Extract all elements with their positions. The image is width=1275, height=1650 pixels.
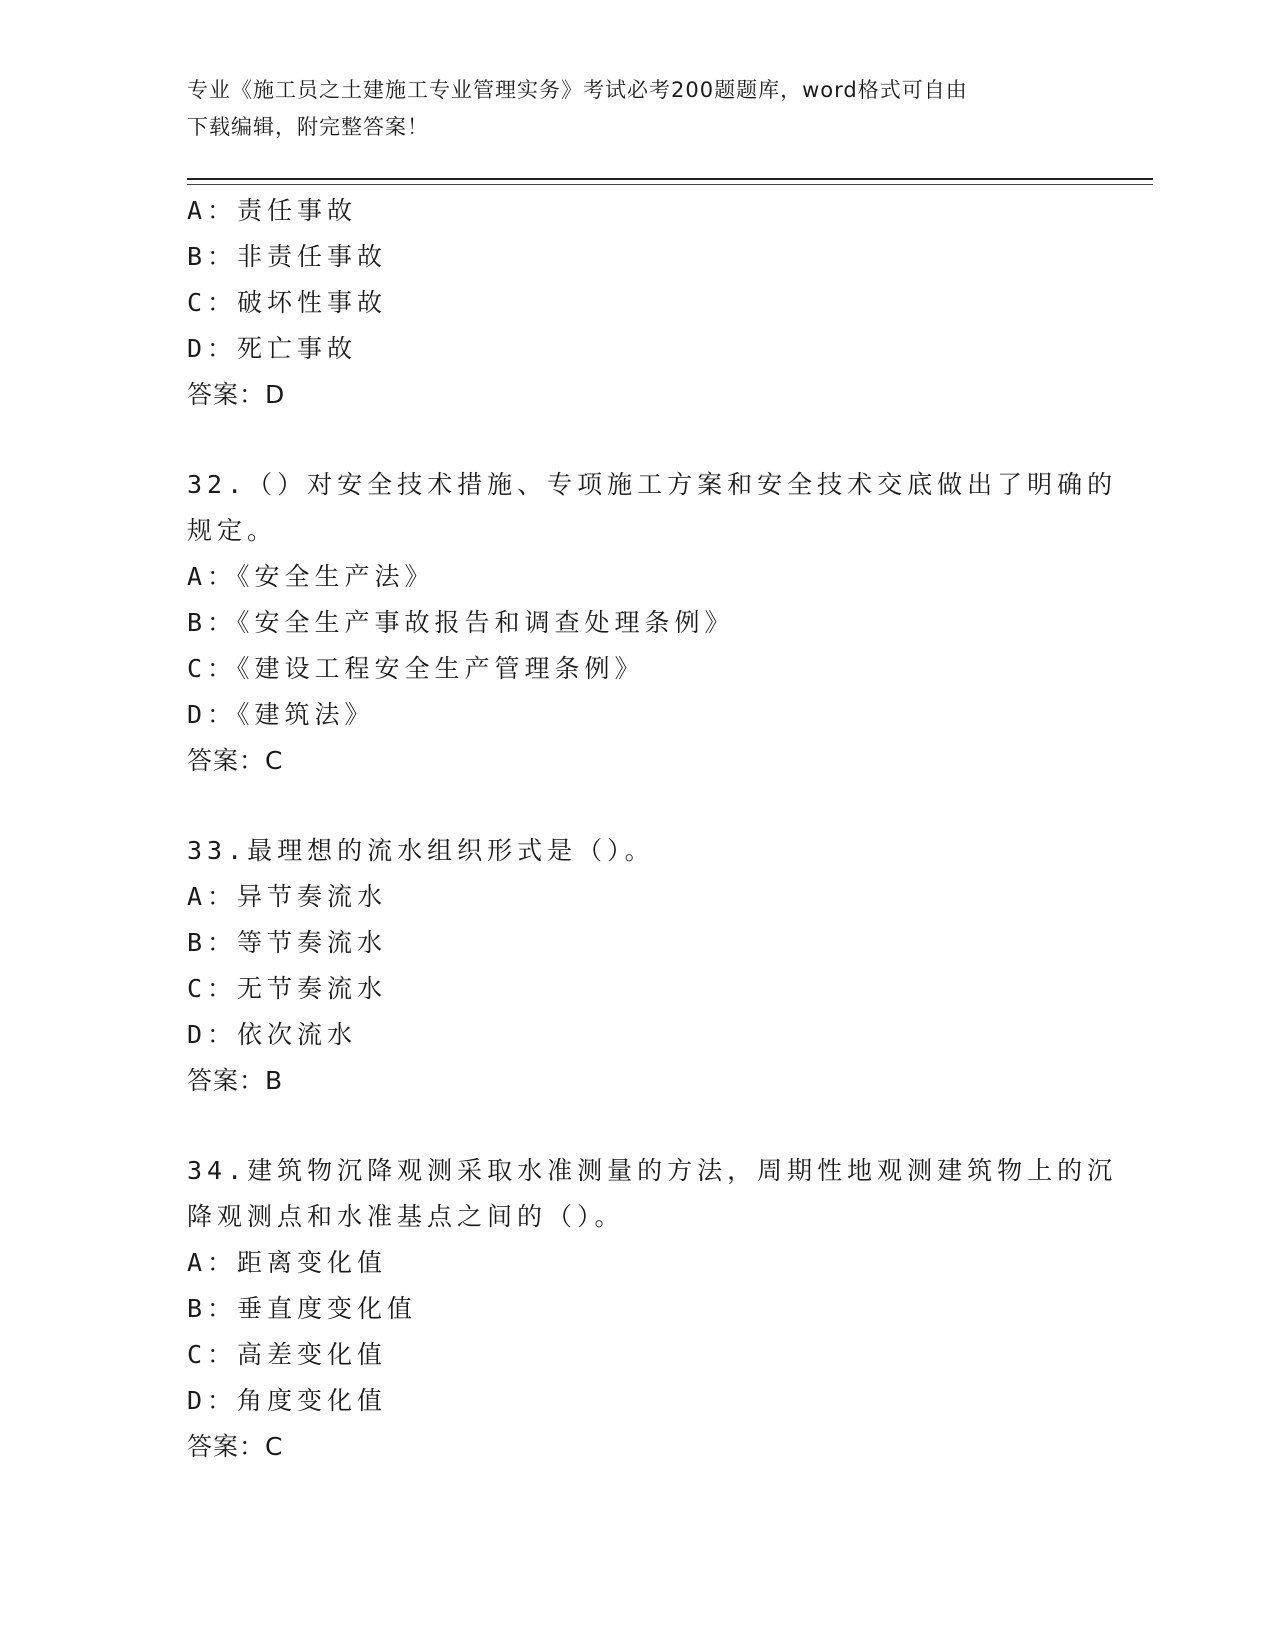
answer-label: 答案：C: [187, 1432, 284, 1461]
option-b: B：非责任事故: [187, 242, 388, 271]
option-a: A：距离变化值: [187, 1248, 388, 1277]
question-list: [187, 188, 1118, 1470]
option-c: C：《建设工程安全生产管理条例》: [187, 654, 645, 683]
question-stem-line: 降观测点和水准基点之间的（）。: [187, 1202, 625, 1231]
header-divider-thick: [187, 178, 1153, 180]
option-b: B：等节奏流水: [187, 928, 388, 957]
option-b: B：垂直度变化值: [187, 1294, 418, 1323]
option-a: A：《安全生产法》: [187, 562, 435, 591]
header-line-1: 专业《施工员之土建施工专业管理实务》考试必考200题题库，word格式可自由: [187, 78, 968, 102]
header-line-2: 下载编辑，附完整答案！: [187, 115, 429, 139]
option-d: D：《建筑法》: [187, 700, 375, 729]
option-a: A：异节奏流水: [187, 882, 388, 911]
option-d: D：死亡事故: [187, 334, 358, 363]
option-d: D：依次流水: [187, 1020, 358, 1049]
answer-label: 答案：B: [187, 1066, 284, 1095]
question-31-partial: [187, 188, 1087, 418]
question-stem-line: 规定。: [187, 516, 278, 545]
question-33: [187, 828, 1087, 1104]
option-d: D：角度变化值: [187, 1386, 388, 1415]
option-c: C：破坏性事故: [187, 288, 388, 317]
answer-label: 答案：C: [187, 746, 284, 775]
question-stem-line: 33.最理想的流水组织形式是（）。: [187, 836, 655, 865]
header-divider-thin: [187, 184, 1153, 185]
option-c: C：高差变化值: [187, 1340, 388, 1369]
question-32: [187, 462, 1118, 784]
document-header: [187, 72, 1087, 146]
answer-label: 答案：D: [187, 380, 286, 409]
question-stem-line: 34.建筑物沉降观测采取水准测量的方法，周期性地观测建筑物上的沉: [187, 1156, 1118, 1185]
option-a: A：责任事故: [187, 196, 358, 225]
question-34: [187, 1148, 1118, 1470]
option-b: B：《安全生产事故报告和调查处理条例》: [187, 608, 735, 637]
question-stem-line: 32.（）对安全技术措施、专项施工方案和安全技术交底做出了明确的: [187, 470, 1118, 499]
option-c: C：无节奏流水: [187, 974, 388, 1003]
